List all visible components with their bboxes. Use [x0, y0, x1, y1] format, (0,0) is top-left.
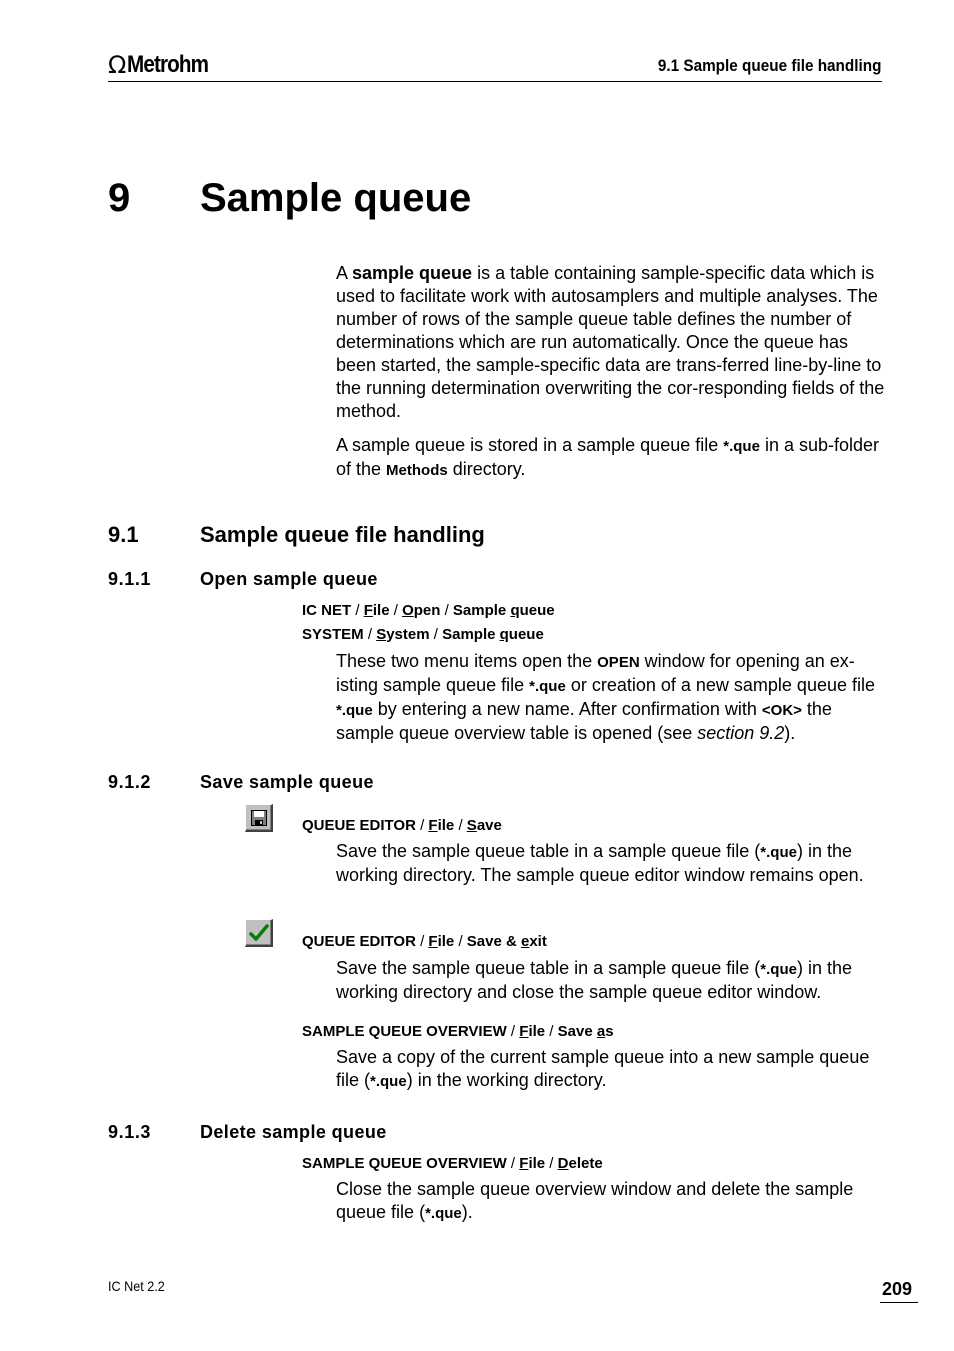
subsection-title: Delete sample queue [200, 1122, 387, 1142]
logo-text: Metrohm [127, 51, 209, 78]
checkmark-icon [245, 919, 273, 947]
metrohm-logo [108, 52, 222, 78]
menu-path-system-sample-queue: SYSTEM / System / Sample queue [302, 626, 544, 643]
save-description: Save the sample queue table in a sample queue file (*.que) in the working directory. The sample queue editor window remains open. [336, 841, 864, 885]
section-title: Sample queue file handling [200, 522, 485, 547]
delete-description: Close the sample queue overview window and delete the sample queue file (*.que). [336, 1179, 854, 1222]
file-extension: *.que [723, 438, 760, 455]
subsection-title: Open sample queue [200, 569, 378, 589]
chapter-number: 9 [108, 176, 131, 220]
page-number: 209 [882, 1279, 913, 1299]
subsection-title: Save sample queue [200, 772, 374, 792]
intro-paragraph-1: A sample queue is a table containing sample-specific data which is used to facilitate work with autosamplers and multiple analyses. The number of rows of the sample queue table defines the number of determinations which are run automatically. Once the queue has been started, the sample-specific data are trans-ferred line-by-line to the running determination overwriting the cor-responding fields of the method. [336, 263, 885, 421]
save-as-description: Save a copy of the current sample queue into a new sample queue file (*.que) in the working directory. [336, 1047, 870, 1090]
menu-path-queue-editor-save-exit: QUEUE EDITOR / File / Save & exit [302, 933, 547, 950]
menu-path-queue-editor-save: QUEUE EDITOR / File / Save [302, 817, 502, 834]
intro-paragraph-2: A sample queue is stored in a sample queue file *.que in a sub-folder of the Methods directory. [336, 435, 880, 479]
chapter-title: Sample queue [200, 176, 472, 220]
directory-name: Methods [386, 462, 448, 479]
menu-path-icnet-open: IC NET / File / Open / Sample queue [302, 602, 555, 619]
footer-product-name: IC Net 2.2 [108, 1278, 165, 1294]
section-number: 9.1 [108, 522, 139, 547]
open-description: These two menu items open the OPEN window for opening an ex-isting sample queue file *.que or creation of a new sample queue file *.que by entering a new name. After confirmation with <OK> the sample queue overview table is opened (see section 9.2). [336, 651, 875, 743]
subsection-number: 9.1.1 [108, 569, 152, 589]
omega-logo-icon: Ω [108, 51, 127, 79]
menu-path-overview-delete: SAMPLE QUEUE OVERVIEW / File / Delete [302, 1155, 603, 1172]
subsection-number: 9.1.3 [108, 1122, 152, 1142]
running-header-title: 9.1 Sample queue file handling [657, 56, 881, 75]
save-exit-description: Save the sample queue table in a sample queue file (*.que) in the working directory and close the sample queue editor window. [336, 958, 852, 1002]
header-rule [108, 81, 882, 82]
floppy-disk-icon [245, 804, 273, 832]
term-sample-queue: sample queue [352, 263, 473, 283]
menu-path-overview-save-as: SAMPLE QUEUE OVERVIEW / File / Save as [302, 1023, 614, 1040]
page-number-rule [880, 1302, 918, 1303]
subsection-number: 9.1.2 [108, 772, 152, 792]
